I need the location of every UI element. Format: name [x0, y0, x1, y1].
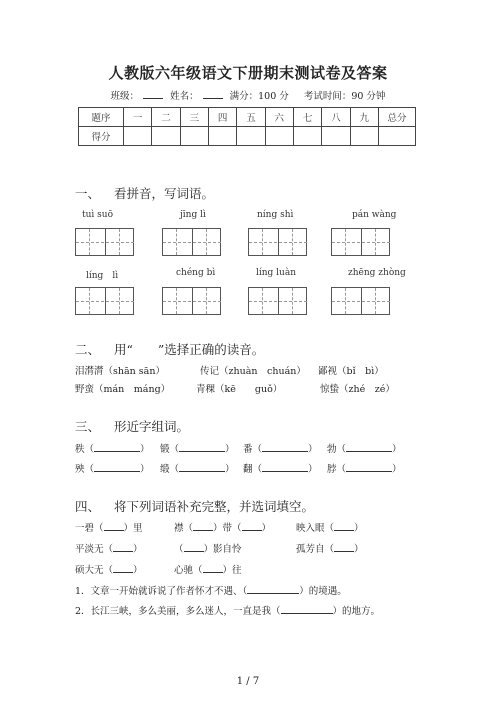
section-2-heading: [75, 340, 264, 358]
answer-blank[interactable]: [179, 461, 225, 472]
score-head-cell: 二: [152, 108, 180, 127]
char: 翻: [243, 464, 253, 475]
score-head-cell: 六: [265, 108, 293, 127]
writing-grid[interactable]: [75, 228, 134, 256]
score-cell[interactable]: [124, 127, 152, 146]
exam-info: [0, 88, 496, 102]
score-row-label: 得分: [79, 127, 124, 146]
reading-choice[interactable]: 野蛮（mán máng）: [75, 384, 171, 395]
score-head-cell: 总分: [379, 108, 416, 127]
idiom-item: 映入眼（ ）: [296, 520, 364, 534]
class-label: 班级：: [110, 91, 140, 102]
writing-grid[interactable]: [248, 287, 307, 315]
score-table: [78, 107, 416, 146]
pinyin-label: pán wàng: [352, 210, 397, 220]
score-cell[interactable]: [379, 127, 416, 146]
section-title: 形近字组词。: [114, 419, 190, 434]
word-item: 锻（ ）: [160, 441, 235, 455]
answer-blank[interactable]: [247, 583, 299, 594]
idiom-item: 一碧（ ）里: [75, 520, 143, 534]
score-head-cell: 八: [322, 108, 350, 127]
score-header-row: [79, 108, 416, 127]
score-head-cell: 五: [237, 108, 265, 127]
score-cell[interactable]: [237, 127, 265, 146]
pinyin-label: níng shì: [257, 210, 294, 220]
reading-choice[interactable]: 惊蛰（zhé zé）: [320, 384, 395, 395]
section-number: 一、: [75, 186, 101, 201]
section-title: 看拼音，写词语。: [114, 186, 215, 201]
answer-blank[interactable]: [94, 441, 140, 452]
pinyin-label: líng lì: [86, 271, 119, 281]
pinyin-label: chéng bì: [176, 268, 216, 278]
answer-blank[interactable]: [179, 441, 225, 452]
char: 番: [243, 444, 253, 455]
page-title: 人教版六年级语文下册期末测试卷及答案: [108, 64, 388, 82]
score-cell[interactable]: [208, 127, 236, 146]
writing-grid[interactable]: [162, 287, 221, 315]
idiom-item: 心驰（ ）往: [174, 562, 242, 576]
section-title: 用“ ”选择正确的读音。: [114, 342, 265, 357]
answer-blank[interactable]: [334, 520, 354, 531]
score-cell[interactable]: [293, 127, 321, 146]
answer-blank[interactable]: [346, 461, 392, 472]
name-blank[interactable]: [203, 89, 223, 99]
pinyin-label: tuì suō: [82, 210, 113, 220]
writing-grid[interactable]: [162, 228, 221, 256]
answer-blank[interactable]: [262, 441, 308, 452]
answer-blank[interactable]: [242, 520, 262, 531]
writing-grid[interactable]: [331, 287, 390, 315]
char: 勃: [327, 444, 337, 455]
pinyin-label: líng luàn: [256, 268, 297, 278]
page-number: 1 / 7: [236, 676, 260, 687]
idiom-item: 平淡无（ ）: [75, 541, 143, 555]
class-blank[interactable]: [143, 89, 163, 99]
fill-question-2: 2．长江三峡，多么美丽，多么迷人，一直是我（ ）的地方。: [75, 603, 380, 617]
word-item: 脖（ ）: [327, 461, 402, 475]
answer-blank[interactable]: [346, 441, 392, 452]
idiom-item: 硕大无（ ）: [75, 562, 143, 576]
answer-blank[interactable]: [94, 461, 140, 472]
section-title: 将下列词语补充完整，并选词填空。: [114, 499, 315, 514]
score-row: [79, 127, 416, 146]
idiom-item: 孤芳自（ ）: [296, 541, 364, 555]
full-score: 满分：100 分: [229, 91, 289, 102]
writing-grid[interactable]: [248, 228, 307, 256]
char: 锻: [160, 444, 170, 455]
reading-choice[interactable]: 鄙视（bǐ bì）: [318, 366, 384, 377]
pinyin-label: jīng lì: [180, 210, 206, 220]
score-cell[interactable]: [180, 127, 208, 146]
score-head-cell: 四: [208, 108, 236, 127]
name-label: 姓名：: [170, 91, 199, 102]
answer-blank[interactable]: [281, 603, 333, 614]
pinyin-label: zhēng zhòng: [348, 268, 406, 278]
idiom-item: 襟（ ）带（ ）: [174, 520, 271, 534]
writing-grid[interactable]: [331, 228, 390, 256]
writing-grid[interactable]: [75, 287, 134, 315]
answer-blank[interactable]: [113, 541, 133, 552]
reading-choice[interactable]: 泪潸潸（shān sān）: [75, 366, 165, 377]
answer-blank[interactable]: [193, 520, 213, 531]
section-number: 三、: [75, 419, 101, 434]
fill-question-1: 1．文章一开始就诉说了作者怀才不遇、（ ）的境遇。: [75, 583, 347, 597]
score-cell[interactable]: [350, 127, 378, 146]
answer-blank[interactable]: [113, 562, 133, 573]
word-item: 翻（ ）: [243, 461, 318, 475]
char: 脖: [327, 464, 337, 475]
score-head-cell: 题序: [79, 108, 124, 127]
answer-blank[interactable]: [262, 461, 308, 472]
word-item: 勃（ ）: [327, 441, 402, 455]
reading-choice[interactable]: 传记（zhuàn chuán）: [200, 366, 306, 377]
word-item: 殃（ ）: [75, 461, 150, 475]
score-head-cell: 三: [180, 108, 208, 127]
section-4-heading: [75, 497, 314, 515]
section-1-heading: [75, 184, 214, 202]
char: 缎: [160, 464, 170, 475]
score-head-cell: 九: [350, 108, 378, 127]
answer-blank[interactable]: [203, 562, 223, 573]
char: 秩: [75, 444, 85, 455]
idiom-item: （ ）影自怜: [174, 541, 242, 555]
score-head-cell: 七: [293, 108, 321, 127]
word-item: 秩（ ）: [75, 441, 150, 455]
word-item: 缎（ ）: [160, 461, 235, 475]
exam-time: 考试时间：90 分钟: [303, 91, 386, 102]
word-item: 番（ ）: [243, 441, 318, 455]
score-cell[interactable]: [265, 127, 293, 146]
score-head-cell: 一: [124, 108, 152, 127]
section-3-heading: [75, 417, 189, 435]
answer-blank[interactable]: [104, 520, 124, 531]
score-cell[interactable]: [322, 127, 350, 146]
answer-blank[interactable]: [334, 541, 354, 552]
score-cell[interactable]: [152, 127, 180, 146]
answer-blank[interactable]: [184, 541, 204, 552]
reading-choice[interactable]: 青稞（kē guǒ）: [196, 384, 283, 395]
section-number: 四、: [75, 499, 101, 514]
char: 殃: [75, 464, 85, 475]
section-number: 二、: [75, 342, 101, 357]
